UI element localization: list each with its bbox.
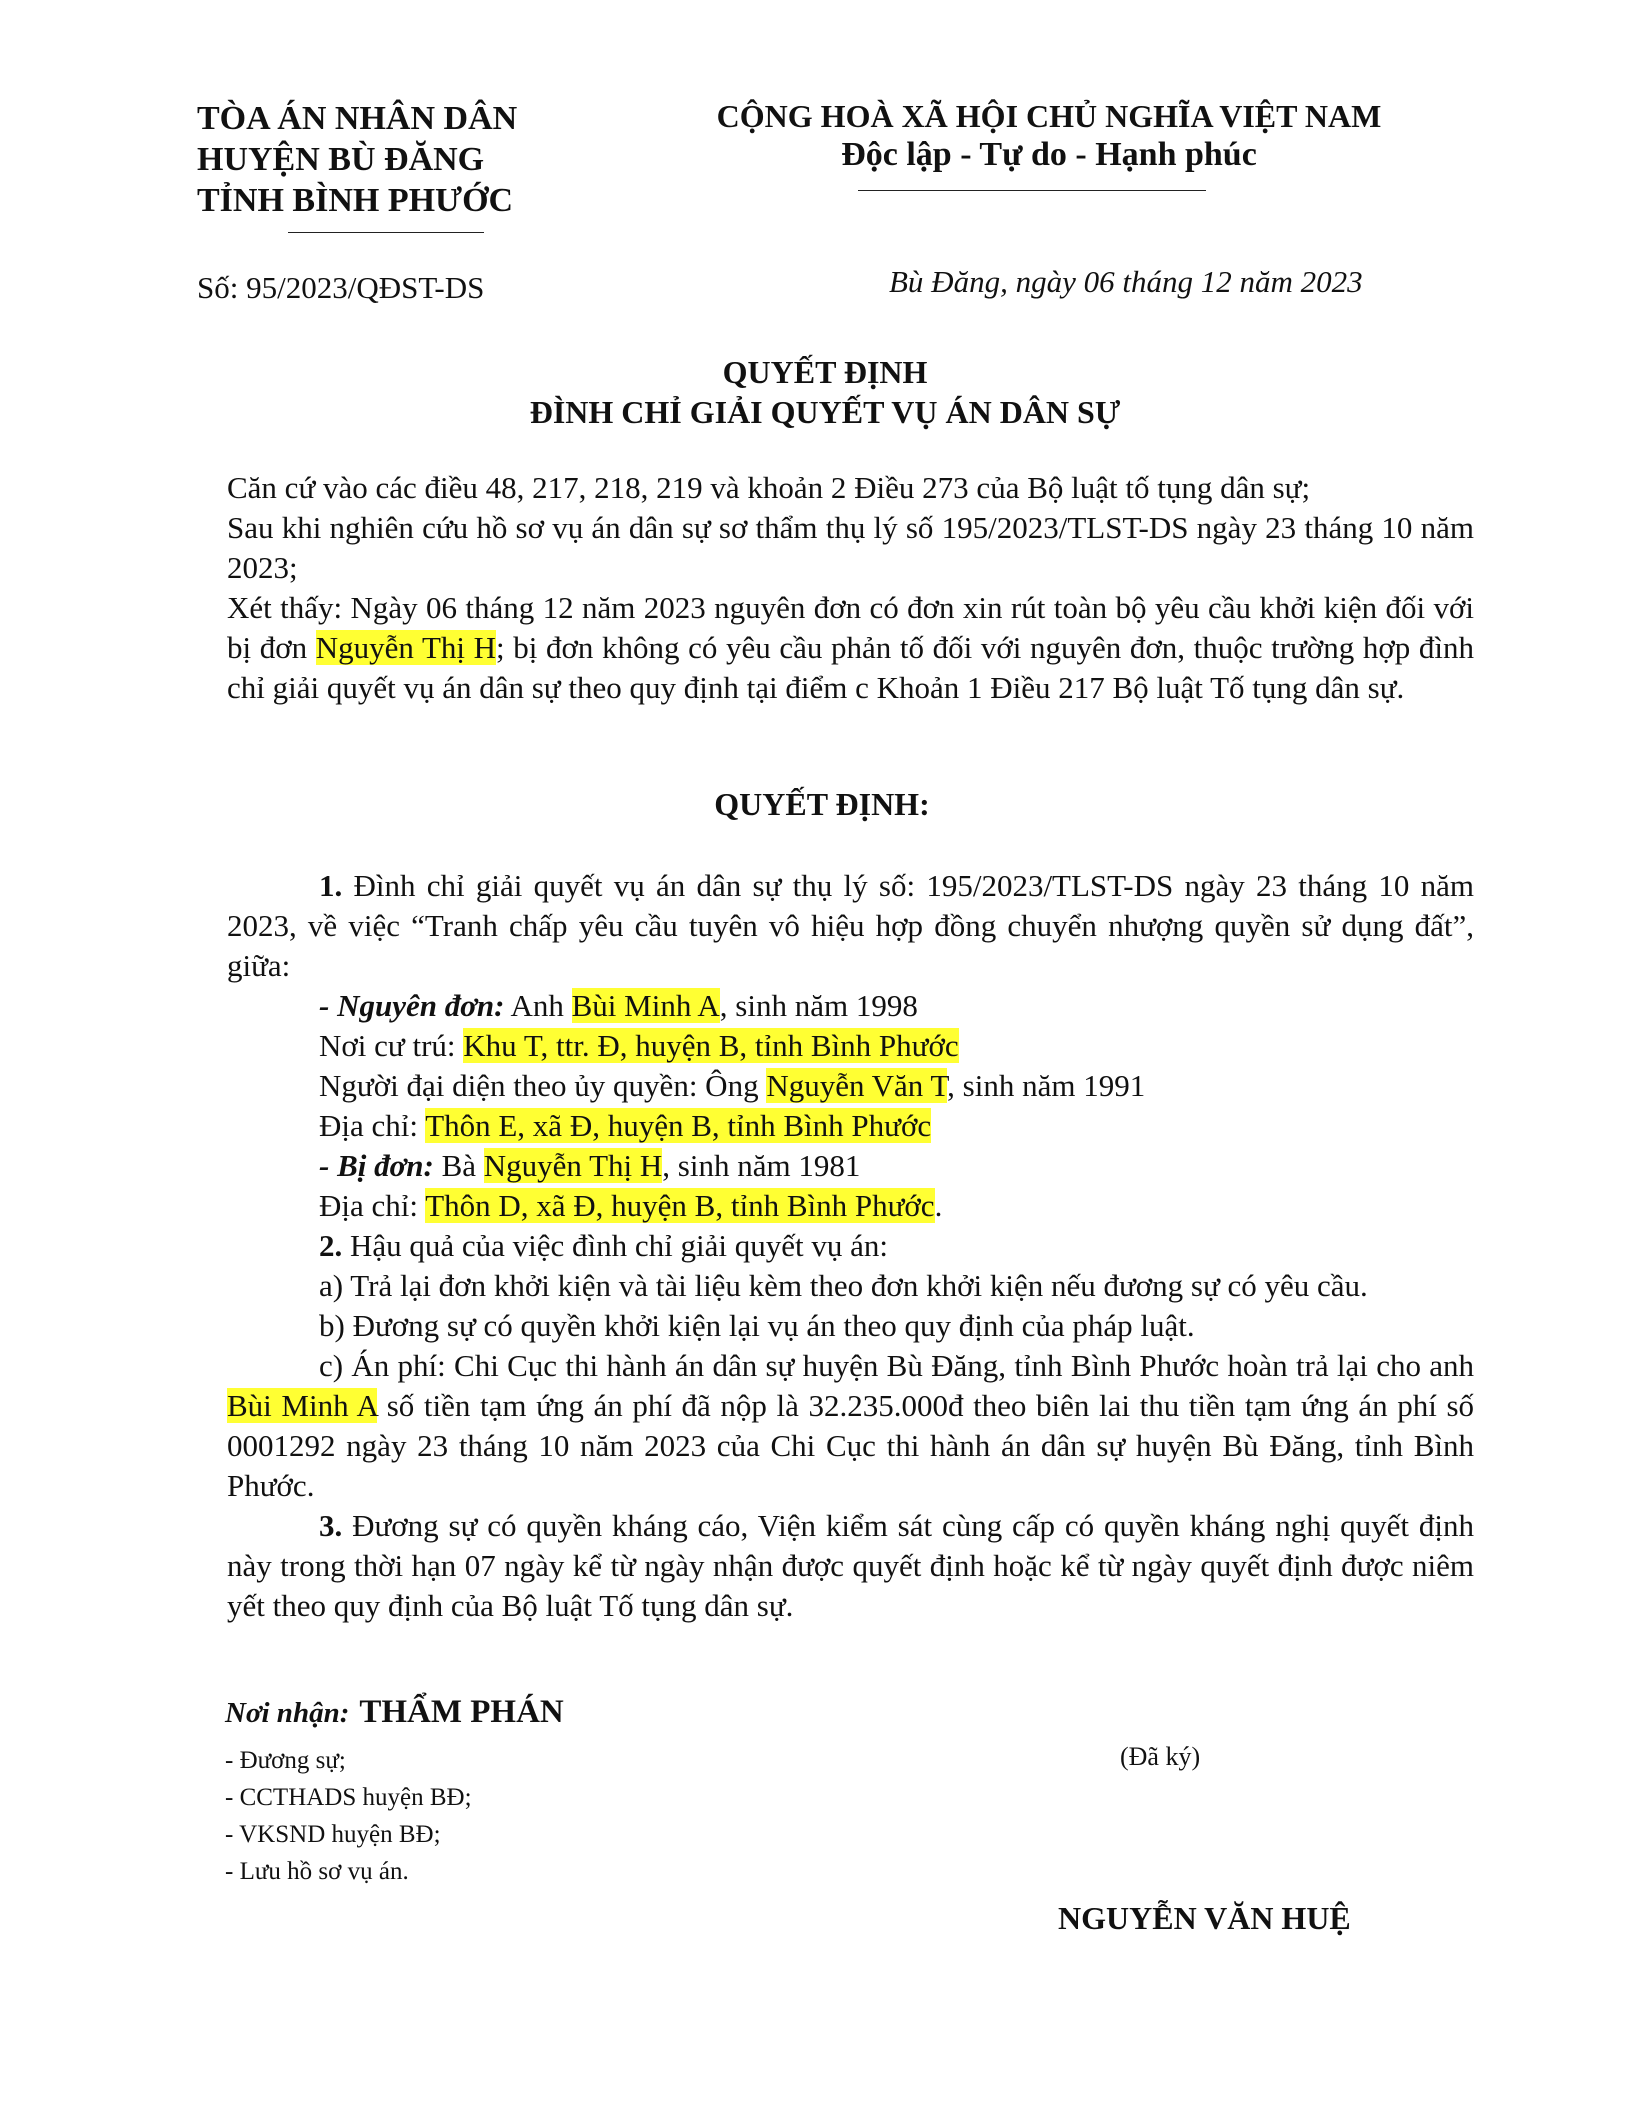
item-2b: b) Đương sự có quyền khởi kiện lại vụ án theo quy định của pháp luật. bbox=[319, 1308, 1195, 1343]
court-line-1: TÒA ÁN NHÂN DÂN bbox=[197, 100, 518, 137]
recipient-item: - VKSND huyện BĐ; bbox=[225, 1821, 441, 1848]
basis-paragraph: Căn cứ vào các điều 48, 217, 218, 219 và khoản 2 Điều 273 của Bộ luật tố tụng dân sự; bbox=[227, 470, 1311, 505]
item-2c: c) Án phí: Chi Cục thi hành án dân sự huyện Bù Đăng, tỉnh Bình Phước hoàn trả lại cho anh Bùi Minh A số tiền tạm ứng án phí đã nộp là 32.235.000đ theo biên lai thu tiền tạm ứng án phí số 0001292 ngày 23 tháng 10 năm 2023 của Chi Cục thi hành án dân sự huyện Bù Đăng, tỉnh Bình Phước. bbox=[227, 1348, 1475, 1503]
item-3: 3. Đương sự có quyền kháng cáo, Viện kiểm sát cùng cấp có quyền kháng nghị quyết định này trong thời hạn 07 ngày kể từ ngày nhận được quyết định hoặc kể từ ngày quyết định được niêm yết theo quy định của Bộ luật Tố tụng dân sự. bbox=[227, 1508, 1474, 1623]
residence-value: Khu T, ttr. Đ, huyện B, tỉnh Bình Phước bbox=[463, 1028, 959, 1063]
motto-underline bbox=[858, 190, 1206, 191]
court-line-2: HUYỆN BÙ ĐĂNG bbox=[197, 141, 485, 178]
recipient-item: - Đương sự; bbox=[225, 1747, 346, 1774]
plaintiff-line: - Nguyên đơn: Anh Bùi Minh A, sinh năm 1998 bbox=[319, 988, 918, 1023]
place-date: Bù Đăng, ngày 06 tháng 12 năm 2023 bbox=[889, 264, 1363, 299]
judge-title: THẨM PHÁN bbox=[359, 1694, 564, 1730]
judge-name: NGUYỄN VĂN HUỆ bbox=[1058, 1900, 1351, 1936]
recipient-item: - CCTHADS huyện BĐ; bbox=[225, 1784, 472, 1811]
defendant-address-line: Địa chỉ: Thôn D, xã Đ, huyện B, tỉnh Bình Phước. bbox=[319, 1188, 943, 1223]
preamble bbox=[227, 468, 1474, 708]
residence-line: Nơi cư trú: Khu T, ttr. Đ, huyện B, tỉnh Bình Phước bbox=[319, 1028, 959, 1063]
nation-title: CỘNG HOÀ XÃ HỘI CHỦ NGHĨA VIỆT NAM bbox=[716, 98, 1382, 134]
item-2: 2. Hậu quả của việc đình chỉ giải quyết vụ án: bbox=[319, 1228, 889, 1263]
representative-address-line: Địa chỉ: Thôn E, xã Đ, huyện B, tỉnh Bình Phước bbox=[319, 1108, 932, 1143]
title-line-2: ĐÌNH CHỈ GIẢI QUYẾT VỤ ÁN DÂN SỰ bbox=[529, 394, 1121, 430]
decision-heading: QUYẾT ĐỊNH: bbox=[714, 786, 930, 822]
recipient-item: - Lưu hồ sơ vụ án. bbox=[225, 1858, 409, 1885]
refund-recipient-name: Bùi Minh A bbox=[227, 1388, 378, 1423]
representative-address: Thôn E, xã Đ, huyện B, tỉnh Bình Phước bbox=[425, 1108, 932, 1143]
item-1: 1. Đình chỉ giải quyết vụ án dân sự thụ lý số: 195/2023/TLST-DS ngày 23 tháng 10 năm 2023, về việc “Tranh chấp yêu cầu tuyên vô hiệu hợp đồng chuyển nhượng quyền sử dụng đất”, giữa: bbox=[227, 868, 1474, 983]
decision-body bbox=[227, 866, 1474, 1626]
title-line-1: QUYẾT ĐỊNH bbox=[722, 354, 928, 390]
defendant-address: Thôn D, xã Đ, huyện B, tỉnh Bình Phước bbox=[425, 1188, 935, 1223]
court-underline bbox=[288, 232, 484, 233]
motto: Độc lập - Tự do - Hạnh phúc bbox=[841, 136, 1257, 173]
court-line-3: TỈNH BÌNH PHƯỚC bbox=[197, 182, 514, 219]
representative-line: Người đại diện theo ủy quyền: Ông Nguyễn Văn T, sinh năm 1991 bbox=[319, 1068, 1146, 1103]
document-number: Số: 95/2023/QĐST-DS bbox=[197, 270, 485, 305]
study-paragraph: Sau khi nghiên cứu hồ sơ vụ án dân sự sơ thẩm thụ lý số 195/2023/TLST-DS ngày 23 tháng 10 năm 2023; bbox=[227, 510, 1474, 585]
plaintiff-name: Bùi Minh A bbox=[571, 988, 720, 1023]
defendant-name: Nguyễn Thị H bbox=[483, 1148, 663, 1183]
consider-paragraph: Xét thấy: Ngày 06 tháng 12 năm 2023 nguyên đơn có đơn xin rút toàn bộ yêu cầu khởi kiện đối với bị đơn Nguyễn Thị H; bị đơn không có yêu cầu phản tố đối với nguyên đơn, thuộc trường hợp đình chỉ giải quyết vụ án dân sự theo quy định tại điểm c Khoản 1 Điều 217 Bộ luật Tố tụng dân sự. bbox=[227, 590, 1474, 705]
signed-note: (Đã ký) bbox=[1120, 1742, 1201, 1771]
item-2a: a) Trả lại đơn khởi kiện và tài liệu kèm theo đơn khởi kiện nếu đương sự có yêu cầu. bbox=[319, 1268, 1368, 1303]
court-name bbox=[197, 98, 517, 221]
document-title bbox=[0, 352, 1632, 432]
defendant-line: - Bị đơn: Bà Nguyễn Thị H, sinh năm 1981 bbox=[319, 1148, 861, 1183]
recipients-list bbox=[225, 1742, 472, 1890]
representative-name: Nguyễn Văn T bbox=[766, 1068, 948, 1103]
recipients-label: Nơi nhận: bbox=[225, 1697, 350, 1729]
recipients-heading bbox=[225, 1694, 564, 1731]
defendant-name-highlight: Nguyễn Thị H bbox=[315, 630, 497, 665]
